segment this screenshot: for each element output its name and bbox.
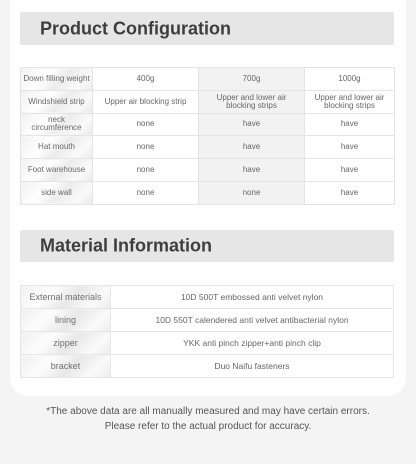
product-configuration-table [20, 67, 395, 205]
material-information-title: Material Information [40, 235, 213, 256]
table-row [21, 159, 395, 182]
cell-value: none [93, 159, 199, 182]
cell-value: Upper air blocking strip [93, 90, 199, 113]
table-row [21, 332, 394, 355]
cell-value: have [305, 136, 395, 159]
cell-value: none [199, 181, 305, 204]
cell-value: 400g [93, 68, 199, 91]
cell-value: YKK anti pinch zipper+anti pinch clip [111, 332, 394, 355]
row-label-down-filling-weight: Down filling weight [21, 68, 93, 91]
row-label-lining: lining [21, 309, 111, 332]
cell-value: have [199, 113, 305, 136]
cell-value: have [199, 136, 305, 159]
row-label-hat-mouth: Hat mouth [21, 136, 93, 159]
table-row [21, 181, 395, 204]
cell-value: Upper and lower air blocking strips [305, 90, 395, 113]
table-row [21, 286, 394, 309]
table-row [21, 90, 395, 113]
cell-value: 1000g [305, 68, 395, 91]
row-label-side-wall: side wall [21, 181, 93, 204]
row-label-zipper: zipper [21, 332, 111, 355]
table-row [21, 68, 395, 91]
table-row [21, 309, 394, 332]
cell-value: have [199, 159, 305, 182]
footnote-line-1: *The above data are all manually measured and may have certain errors. [46, 406, 370, 417]
row-label-neck-circumference: neck circumference [21, 113, 93, 136]
cell-value: have [305, 181, 395, 204]
cell-value: none [93, 113, 199, 136]
cell-value: 10D 500T embossed anti velvet nylon [111, 286, 394, 309]
cell-value: Upper and lower air blocking strips [199, 90, 305, 113]
row-label-windshield-strip: Windshield strip [21, 90, 93, 113]
material-information-table [20, 285, 394, 378]
cell-value: none [93, 136, 199, 159]
cell-value: 700g [199, 68, 305, 91]
cell-value: none [93, 181, 199, 204]
cell-value: 10D 550T calendered anti velvet antibacterial nylon [111, 309, 394, 332]
footnote-line-2: Please refer to the actual product for accuracy. [104, 421, 312, 432]
row-label-foot-warehouse: Foot warehouse [21, 159, 93, 182]
table-row [21, 136, 395, 159]
table-row [21, 355, 394, 378]
row-label-external-materials: External materials [21, 286, 111, 309]
material-information-header [20, 230, 394, 262]
product-configuration-header [20, 12, 394, 45]
product-configuration-title: Product Configuration [40, 18, 231, 38]
row-label-bracket: bracket [21, 355, 111, 378]
cell-value: have [305, 159, 395, 182]
cell-value: have [305, 113, 395, 136]
table-row [21, 113, 395, 136]
disclaimer-footnote [0, 404, 416, 434]
cell-value: Duo Naifu fasteners [111, 355, 394, 378]
